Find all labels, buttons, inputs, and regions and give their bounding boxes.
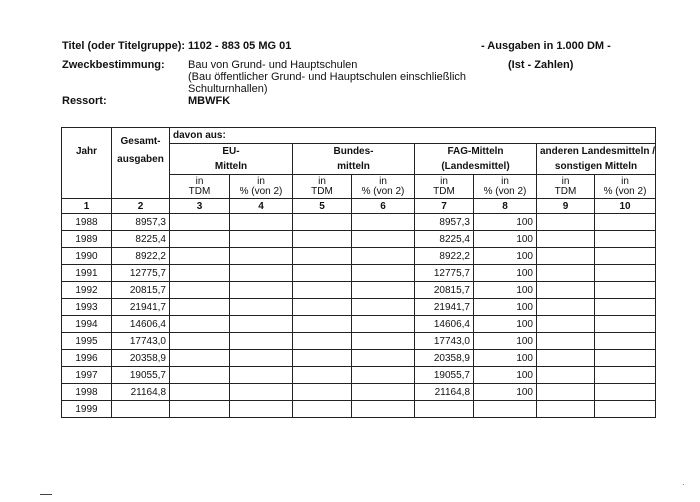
sub-andere-tdm: in TDM (537, 175, 595, 199)
andere-tdm-cell (537, 282, 595, 299)
group-fag-line2: (Landesmittel) (415, 159, 537, 175)
andere-pct-cell (595, 316, 656, 333)
andere-tdm-cell (537, 248, 595, 265)
fag-pct-cell: 100 (474, 231, 537, 248)
eu-pct-cell (230, 350, 293, 367)
eu-tdm-cell (170, 333, 230, 350)
margin-mark (40, 494, 52, 495)
sub-bund-tdm: in TDM (293, 175, 352, 199)
andere-pct-cell (595, 350, 656, 367)
eu-tdm-cell (170, 231, 230, 248)
eu-pct-cell (230, 248, 293, 265)
eu-pct-cell (230, 367, 293, 384)
andere-pct-cell (595, 401, 656, 418)
ressort-value: MBWFK (188, 95, 231, 107)
fag-pct-cell: 100 (474, 350, 537, 367)
table-row (62, 367, 656, 384)
bund-tdm-cell (293, 401, 352, 418)
fag-tdm-cell: 19055,7 (415, 367, 474, 384)
sub-eu-pct: in % (von 2) (230, 175, 293, 199)
col-number: 2 (112, 199, 170, 214)
bund-tdm-cell (293, 265, 352, 282)
year-cell: 1990 (62, 248, 112, 265)
eu-pct-cell (230, 333, 293, 350)
bund-pct-cell (352, 367, 415, 384)
andere-tdm-cell (537, 299, 595, 316)
eu-tdm-cell (170, 248, 230, 265)
col-number: 8 (474, 199, 537, 214)
andere-pct-cell (595, 231, 656, 248)
andere-pct-cell (595, 333, 656, 350)
table-row (62, 231, 656, 248)
fag-tdm-cell: 20815,7 (415, 282, 474, 299)
eu-pct-cell (230, 231, 293, 248)
col-number: 9 (537, 199, 595, 214)
andere-tdm-cell (537, 265, 595, 282)
bund-tdm-cell (293, 248, 352, 265)
year-cell: 1994 (62, 316, 112, 333)
col-number: 5 (293, 199, 352, 214)
bund-tdm-cell (293, 299, 352, 316)
year-cell: 1991 (62, 265, 112, 282)
eu-tdm-cell (170, 265, 230, 282)
col-number: 7 (415, 199, 474, 214)
table-row (62, 333, 656, 350)
titel-label: Titel (oder Titelgruppe): (62, 40, 186, 52)
sub-andere-pct: in % (von 2) (595, 175, 656, 199)
andere-tdm-cell (537, 350, 595, 367)
fag-pct-cell: 100 (474, 265, 537, 282)
year-cell: 1998 (62, 384, 112, 401)
gesamt-cell: 8225,4 (112, 231, 170, 248)
year-cell: 1995 (62, 333, 112, 350)
table-row (62, 316, 656, 333)
zweck-line3: Schulturnhallen) (188, 83, 268, 95)
group-fag-line1: FAG-Mitteln (415, 144, 537, 160)
bund-tdm-cell (293, 333, 352, 350)
eu-pct-cell (230, 214, 293, 231)
header-row-4 (62, 175, 656, 199)
empty-cell (112, 175, 170, 199)
bund-tdm-cell (293, 367, 352, 384)
gesamt-cell: 12775,7 (112, 265, 170, 282)
fag-pct-cell: 100 (474, 282, 537, 299)
bund-pct-cell (352, 401, 415, 418)
bund-tdm-cell (293, 231, 352, 248)
ressort-label: Ressort: (62, 95, 107, 107)
ist-note: (Ist - Zahlen) (508, 59, 574, 71)
column-number-row (62, 199, 656, 214)
fag-tdm-cell: 17743,0 (415, 333, 474, 350)
group-eu-line1: EU- (170, 144, 293, 160)
table-row (62, 350, 656, 367)
col-number: 6 (352, 199, 415, 214)
gesamt-cell: 8922,2 (112, 248, 170, 265)
bund-pct-cell (352, 384, 415, 401)
bund-pct-cell (352, 316, 415, 333)
bund-pct-cell (352, 333, 415, 350)
unit-note: - Ausgaben in 1.000 DM - (481, 40, 611, 52)
fag-tdm-cell: 21941,7 (415, 299, 474, 316)
year-cell: 1989 (62, 231, 112, 248)
table-row (62, 401, 656, 418)
eu-tdm-cell (170, 299, 230, 316)
year-cell: 1996 (62, 350, 112, 367)
fag-pct-cell (474, 401, 537, 418)
group-bund-line1: Bundes- (293, 144, 415, 160)
fag-pct-cell: 100 (474, 384, 537, 401)
year-cell: 1999 (62, 401, 112, 418)
gesamt-cell (112, 401, 170, 418)
fag-tdm-cell: 12775,7 (415, 265, 474, 282)
gesamt-cell: 21164,8 (112, 384, 170, 401)
andere-pct-cell (595, 384, 656, 401)
scan-speck: · (682, 480, 685, 489)
year-cell: 1992 (62, 282, 112, 299)
sub-fag-tdm: in TDM (415, 175, 474, 199)
andere-pct-cell (595, 299, 656, 316)
eu-pct-cell (230, 299, 293, 316)
eu-tdm-cell (170, 350, 230, 367)
zweck-label: Zweckbestimmung: (62, 59, 165, 71)
table-row (62, 214, 656, 231)
fag-tdm-cell: 14606,4 (415, 316, 474, 333)
year-cell: 1993 (62, 299, 112, 316)
andere-pct-cell (595, 214, 656, 231)
eu-pct-cell (230, 401, 293, 418)
fag-tdm-cell: 21164,8 (415, 384, 474, 401)
bund-pct-cell (352, 299, 415, 316)
gesamt-cell: 20358,9 (112, 350, 170, 367)
andere-tdm-cell (537, 384, 595, 401)
fag-pct-cell: 100 (474, 214, 537, 231)
col-jahr-header: Jahr (62, 128, 112, 175)
bund-tdm-cell (293, 350, 352, 367)
col-number: 1 (62, 199, 112, 214)
andere-tdm-cell (537, 231, 595, 248)
gesamt-cell: 19055,7 (112, 367, 170, 384)
bund-tdm-cell (293, 316, 352, 333)
andere-tdm-cell (537, 401, 595, 418)
fag-pct-cell: 100 (474, 316, 537, 333)
andere-pct-cell (595, 282, 656, 299)
sub-eu-tdm: in TDM (170, 175, 230, 199)
andere-tdm-cell (537, 333, 595, 350)
sub-bund-pct: in % (von 2) (352, 175, 415, 199)
eu-pct-cell (230, 282, 293, 299)
fag-pct-cell: 100 (474, 248, 537, 265)
year-cell: 1988 (62, 214, 112, 231)
bund-tdm-cell (293, 214, 352, 231)
group-eu-line2: Mitteln (170, 159, 293, 175)
col-number: 4 (230, 199, 293, 214)
table-row (62, 282, 656, 299)
fag-tdm-cell (415, 401, 474, 418)
bund-tdm-cell (293, 282, 352, 299)
eu-pct-cell (230, 316, 293, 333)
andere-pct-cell (595, 248, 656, 265)
fag-tdm-cell: 8922,2 (415, 248, 474, 265)
titel-value: 1102 - 883 05 MG 01 (188, 40, 292, 52)
eu-tdm-cell (170, 316, 230, 333)
group-andere-line1: anderen Landesmitteln / (537, 144, 656, 160)
gesamt-cell: 17743,0 (112, 333, 170, 350)
zweck-line1: Bau von Grund- und Hauptschulen (188, 59, 358, 71)
bund-tdm-cell (293, 384, 352, 401)
gesamt-cell: 8957,3 (112, 214, 170, 231)
andere-tdm-cell (537, 214, 595, 231)
andere-pct-cell (595, 265, 656, 282)
fag-tdm-cell: 8225,4 (415, 231, 474, 248)
eu-tdm-cell (170, 384, 230, 401)
fag-pct-cell: 100 (474, 367, 537, 384)
group-andere-line2: sonstigen Mitteln (537, 159, 656, 175)
sub-fag-pct: in % (von 2) (474, 175, 537, 199)
table-row (62, 248, 656, 265)
gesamt-cell: 21941,7 (112, 299, 170, 316)
andere-tdm-cell (537, 367, 595, 384)
bund-pct-cell (352, 248, 415, 265)
col-number: 10 (595, 199, 656, 214)
year-cell: 1997 (62, 367, 112, 384)
col-number: 3 (170, 199, 230, 214)
bund-pct-cell (352, 214, 415, 231)
fag-tdm-cell: 20358,9 (415, 350, 474, 367)
table-row (62, 299, 656, 316)
table-row (62, 384, 656, 401)
andere-pct-cell (595, 367, 656, 384)
eu-tdm-cell (170, 214, 230, 231)
col-gesamt-header: Gesamt- ausgaben (112, 128, 170, 175)
table-row (62, 265, 656, 282)
bund-pct-cell (352, 282, 415, 299)
empty-cell (62, 175, 112, 199)
fag-pct-cell: 100 (474, 299, 537, 316)
expenditure-table (61, 127, 656, 418)
andere-tdm-cell (537, 316, 595, 333)
eu-tdm-cell (170, 401, 230, 418)
gesamt-cell: 20815,7 (112, 282, 170, 299)
gesamt-cell: 14606,4 (112, 316, 170, 333)
eu-tdm-cell (170, 367, 230, 384)
bund-pct-cell (352, 350, 415, 367)
zweck-line2: (Bau öffentlicher Grund- und Hauptschulen einschließlich (188, 71, 467, 83)
eu-pct-cell (230, 384, 293, 401)
fag-tdm-cell: 8957,3 (415, 214, 474, 231)
bund-pct-cell (352, 265, 415, 282)
bund-pct-cell (352, 231, 415, 248)
eu-pct-cell (230, 265, 293, 282)
eu-tdm-cell (170, 282, 230, 299)
davon-aus-header: davon aus: (170, 128, 656, 144)
header-row-1 (62, 128, 656, 144)
group-bund-line2: mitteln (293, 159, 415, 175)
fag-pct-cell: 100 (474, 333, 537, 350)
